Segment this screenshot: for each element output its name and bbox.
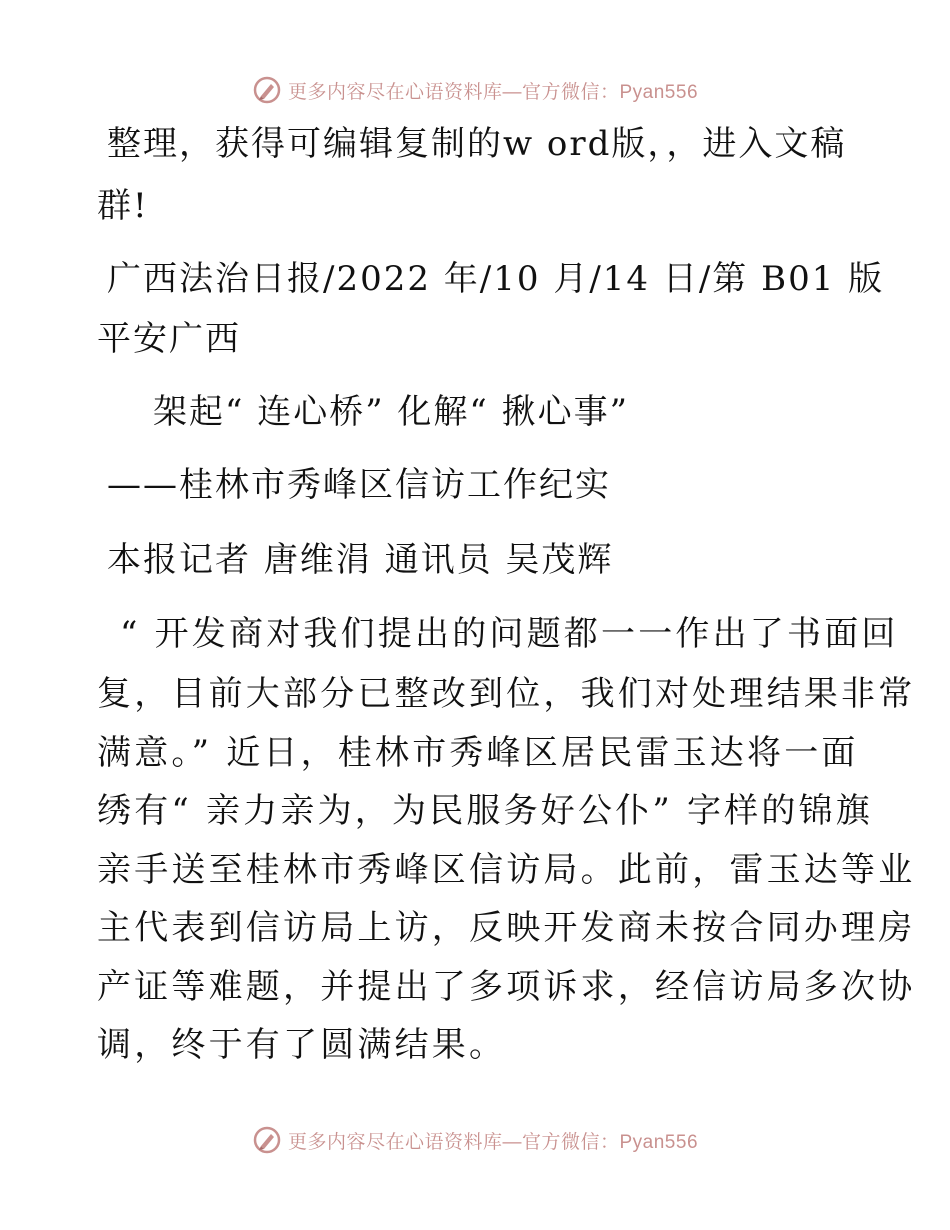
- body-line: 满意。” 近日，桂林市秀峰区居民雷玉达将一面: [97, 733, 859, 773]
- watermark-text: 更多内容尽在心语资料库—官方微信：Pyan556: [287, 1131, 699, 1153]
- article-headline: 架起“ 连心桥” 化解“ 揪心事”: [153, 392, 629, 432]
- pen-logo-icon: [252, 1125, 282, 1155]
- body-line: 主代表到信访局上访，反映开发商未按合同办理房: [97, 908, 916, 948]
- body-line: 调，终于有了圆满结果。: [97, 1025, 507, 1065]
- body-line: 复，目前大部分已整改到位，我们对处理结果非常: [97, 674, 916, 714]
- body-line: 亲手送至桂林市秀峰区信访局。此前，雷玉达等业: [97, 850, 916, 890]
- body-line: 产证等难题，并提出了多项诉求，经信访局多次协: [97, 967, 916, 1007]
- body-line: 绣有“ 亲力亲为，为民服务好公仆” 字样的锦旗: [97, 791, 873, 831]
- intro-line-2: 群!: [97, 186, 149, 226]
- article-byline: 本报记者 唐维涓 通讯员 吴茂辉: [107, 540, 614, 580]
- body-line: “ 开发商对我们提出的问题都一一作出了书面回: [120, 614, 899, 654]
- source-line-2: 平安广西: [97, 319, 241, 359]
- watermark-text: 更多内容尽在心语资料库—官方微信：Pyan556: [287, 81, 699, 103]
- source-line-1: 广西法治日报/2022 年/10 月/14 日/第 B01 版: [107, 259, 885, 299]
- footer-watermark: [0, 1120, 950, 1160]
- intro-line-1: 整理，获得可编辑复制的w ord版，，进入文稿: [107, 124, 847, 164]
- pen-logo-icon: [252, 75, 282, 105]
- header-watermark: [0, 70, 950, 110]
- article-subheadline: ——桂林市秀峰区信访工作纪实: [107, 465, 611, 505]
